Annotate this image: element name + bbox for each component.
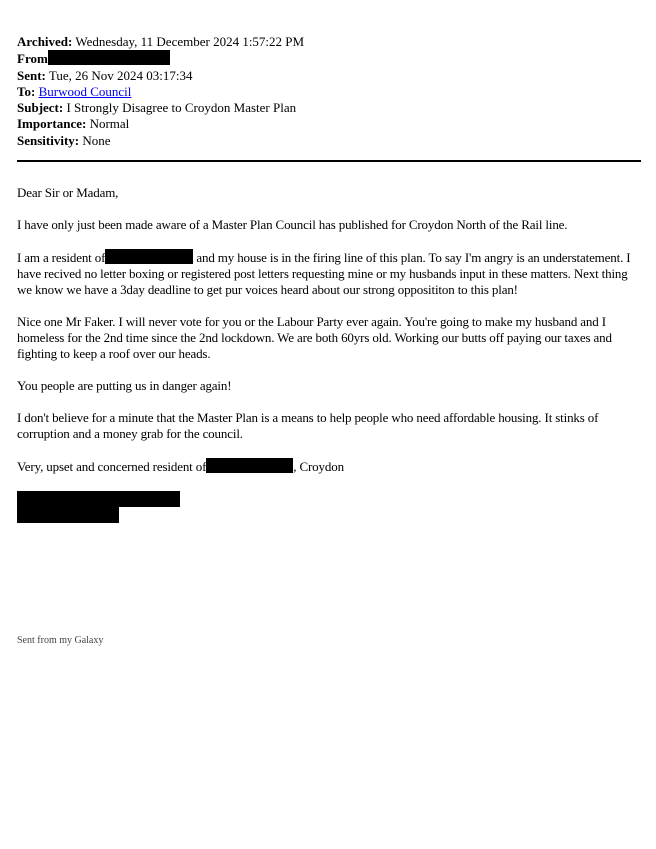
sensitivity-value: None bbox=[82, 132, 111, 148]
paragraph-5: I don't believe for a minute that the Master Plan is a means to help people who need affordable housing. It stinks of corruption and a money grab for the council. bbox=[17, 410, 599, 442]
recipient-link[interactable]: Burwood Council bbox=[38, 83, 132, 99]
subject-line bbox=[17, 100, 641, 116]
paragraph-2 bbox=[17, 249, 641, 298]
sent-label: Sent: bbox=[17, 67, 46, 83]
importance-label: Importance: bbox=[17, 116, 87, 132]
sensitivity-label: Sensitivity: bbox=[17, 132, 80, 148]
subject-label: Subject: bbox=[17, 100, 64, 116]
to-line bbox=[17, 84, 641, 100]
subject-value: I Strongly Disagree to Croydon Master Plan bbox=[66, 100, 297, 116]
from-label: From bbox=[17, 51, 48, 67]
archived-label: Archived: bbox=[17, 34, 73, 49]
paragraph-3: Nice one Mr Faker. I will never vote for you or the Labour Party ever again. You're going to make my husband and I homeless for the 2nd time since the 2nd lockdown. We are both 60yrs old. Working our butts off paying our taxes and fighting to keep a roof over our heads. bbox=[17, 314, 612, 362]
header-divider bbox=[17, 160, 641, 162]
paragraph-2-start: I am a resident of bbox=[17, 250, 106, 266]
sent-value: Tue, 26 Nov 2024 03:17:34 bbox=[48, 67, 193, 83]
importance-value: Normal bbox=[89, 116, 130, 132]
redacted-suburb-address bbox=[206, 458, 293, 473]
redacted-name-line-1 bbox=[17, 491, 180, 507]
to-label: To: bbox=[17, 83, 36, 99]
paragraph-4: You people are putting us in danger again! bbox=[17, 378, 232, 394]
paragraph-2-rest: and my house is in the firing line of this plan. To say I'm angry is an understatement. I have recived no letter boxing or registered post letters requesting mine or my husbands input in these matters. Next thing we know we have a 3day deadline to get pur voices heard about our strong opposititon to this plan! bbox=[17, 250, 631, 298]
email-document bbox=[17, 34, 641, 523]
paragraph-1: I have only just been made aware of a Master Plan Council has published for Croydon North of the Rail line. bbox=[17, 217, 568, 233]
closing-start: Very, upset and concerned resident of bbox=[17, 459, 207, 475]
archived-line bbox=[17, 34, 641, 50]
redacted-address bbox=[105, 249, 193, 264]
redacted-signature bbox=[17, 491, 641, 523]
device-signature: Sent from my Galaxy bbox=[17, 635, 104, 646]
from-line bbox=[17, 50, 641, 67]
sent-line bbox=[17, 68, 641, 84]
archived-value: Wednesday, 11 December 2024 1:57:22 PM bbox=[75, 34, 305, 49]
importance-line bbox=[17, 116, 641, 132]
closing-end: , Croydon bbox=[293, 459, 344, 475]
sensitivity-line bbox=[17, 133, 641, 149]
redacted-name-line-2 bbox=[17, 507, 119, 523]
redacted-sender bbox=[48, 50, 170, 65]
email-body bbox=[17, 185, 641, 475]
greeting: Dear Sir or Madam, bbox=[17, 185, 119, 201]
email-header bbox=[17, 34, 641, 149]
closing-line bbox=[17, 458, 641, 475]
